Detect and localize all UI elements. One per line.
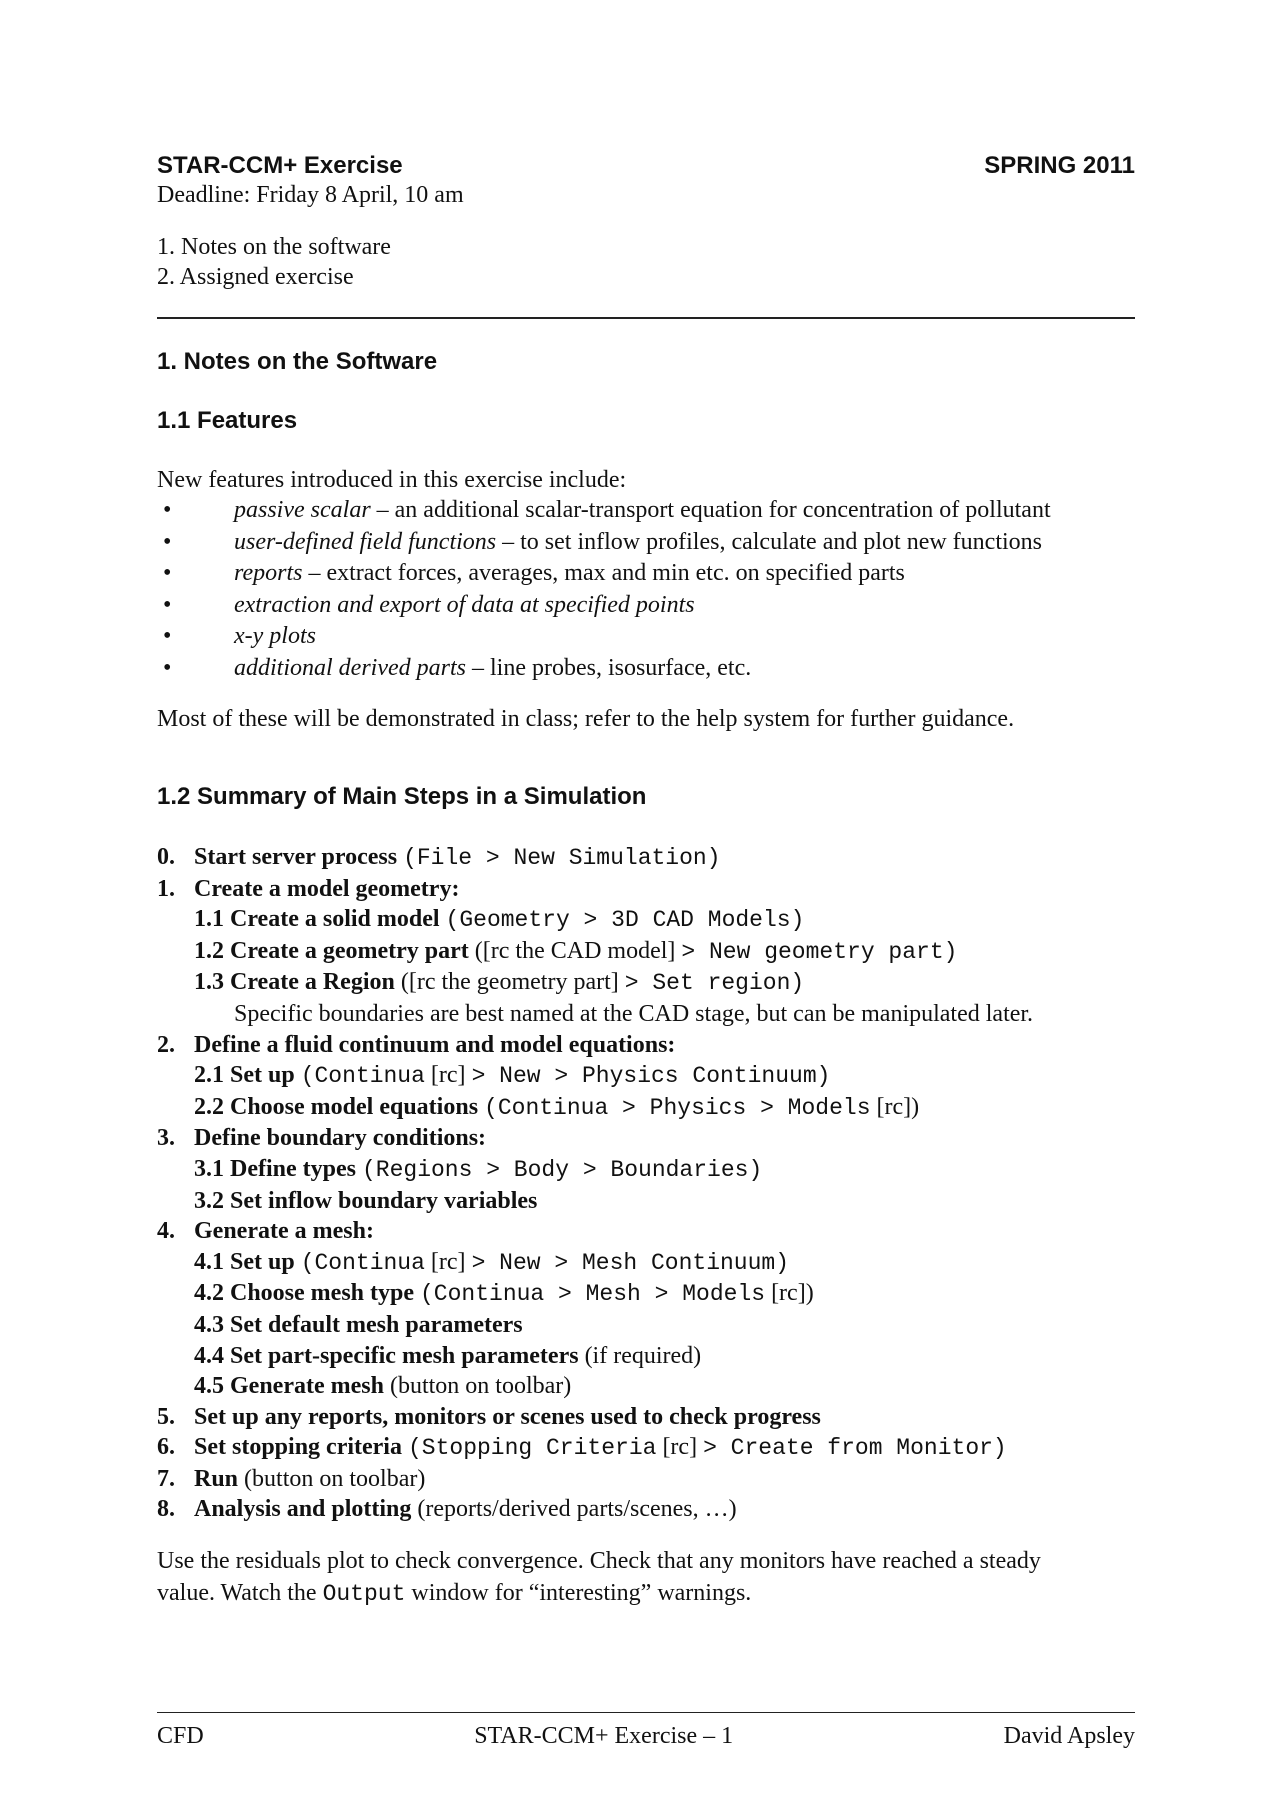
step-3-1: 3.1 Define types (Regions > Body > Boundaries) [194, 1155, 763, 1183]
step-4-2: 4.2 Choose mesh type (Continua > Mesh > Models [rc]) [194, 1280, 814, 1308]
bullet-icon: • [163, 497, 172, 523]
step-6: 6. Set stopping criteria (Stopping Criteria [rc] > Create from Monitor) [157, 1434, 1007, 1462]
steps-list [157, 842, 1135, 1525]
toc-item-2: 2. Assigned exercise [157, 264, 354, 290]
list-item: • user-defined field functions – to set inflow profiles, calculate and plot new functions [157, 527, 1135, 559]
step-4-3: 4.3 Set default mesh parameters [194, 1311, 523, 1338]
header [157, 152, 1135, 180]
deadline: Deadline: Friday 8 April, 10 am [157, 182, 464, 208]
step-1-3-note: Specific boundaries are best named at the CAD stage, but can be manipulated later. [234, 1000, 1034, 1027]
step-4-4: 4.4 Set part-specific mesh parameters (if required) [194, 1342, 702, 1369]
toc-item-1: 1. Notes on the software [157, 234, 391, 260]
document-title: STAR-CCM+ Exercise [157, 152, 403, 179]
step-1: 1. Create a model geometry: [157, 875, 460, 902]
page-content [157, 152, 1135, 1610]
step-4-5: 4.5 Generate mesh (button on toolbar) [194, 1373, 572, 1400]
features-intro: New features introduced in this exercise include: [157, 467, 627, 493]
page-footer [157, 1712, 1135, 1751]
closing-line-1: Use the residuals plot to check convergence. Check that any monitors have reached a steady [157, 1548, 1041, 1575]
features-note: Most of these will be demonstrated in class; refer to the help system for further guidance. [157, 706, 1015, 732]
bullet-icon: • [163, 528, 172, 555]
step-1-3: 1.3 Create a Region ([rc the geometry part] > Set region) [194, 969, 805, 997]
list-item: • additional derived parts – line probes, isosurface, etc. [157, 653, 1135, 685]
step-7: 7. Run (button on toolbar) [157, 1465, 426, 1492]
step-4: 4. Generate a mesh: [157, 1218, 374, 1245]
footer-left: CFD [157, 1723, 204, 1749]
steps-heading: 1.2 Summary of Main Steps in a Simulation [157, 783, 647, 810]
closing-line-2: value. Watch the Output window for “interesting” warnings. [157, 1580, 752, 1608]
step-2-1: 2.1 Set up (Continua [rc] > New > Physics Continuum) [194, 1062, 831, 1090]
step-0: 0. Start server process (File > New Simulation) [157, 844, 721, 871]
list-item: • x-y plots [157, 621, 1135, 653]
features-list [157, 495, 1135, 684]
features-heading: 1.1 Features [157, 407, 298, 434]
bullet-icon: • [163, 623, 172, 649]
section-heading: 1. Notes on the Software [157, 348, 438, 375]
step-4-1: 4.1 Set up (Continua [rc] > New > Mesh Continuum) [194, 1248, 790, 1276]
step-8: 8. Analysis and plotting (reports/derived parts/scenes, …) [157, 1496, 737, 1523]
footer-center: STAR-CCM+ Exercise – 1 [474, 1723, 734, 1749]
term-label: SPRING 2011 [984, 152, 1135, 179]
bullet-icon: • [163, 654, 172, 681]
list-item: • reports – extract forces, averages, max and min etc. on specified parts [157, 558, 1135, 590]
step-3-2: 3.2 Set inflow boundary variables [194, 1187, 538, 1214]
step-2: 2. Define a fluid continuum and model equations: [157, 1031, 676, 1058]
list-item: • extraction and export of data at specified points [157, 590, 1135, 622]
step-3: 3. Define boundary conditions: [157, 1125, 487, 1152]
step-5: 5. Set up any reports, monitors or scenes used to check progress [157, 1403, 821, 1430]
footer-right: David Apsley [1003, 1723, 1135, 1749]
bullet-icon: • [163, 591, 172, 618]
step-1-1: 1.1 Create a solid model (Geometry > 3D CAD Models) [194, 906, 805, 934]
step-1-2: 1.2 Create a geometry part ([rc the CAD model] > New geometry part) [194, 937, 958, 965]
list-item: • passive scalar – an additional scalar-transport equation for concentration of pollutant [157, 495, 1135, 527]
bullet-icon: • [163, 560, 172, 586]
step-2-2: 2.2 Choose model equations (Continua > Physics > Models [rc]) [194, 1093, 920, 1121]
